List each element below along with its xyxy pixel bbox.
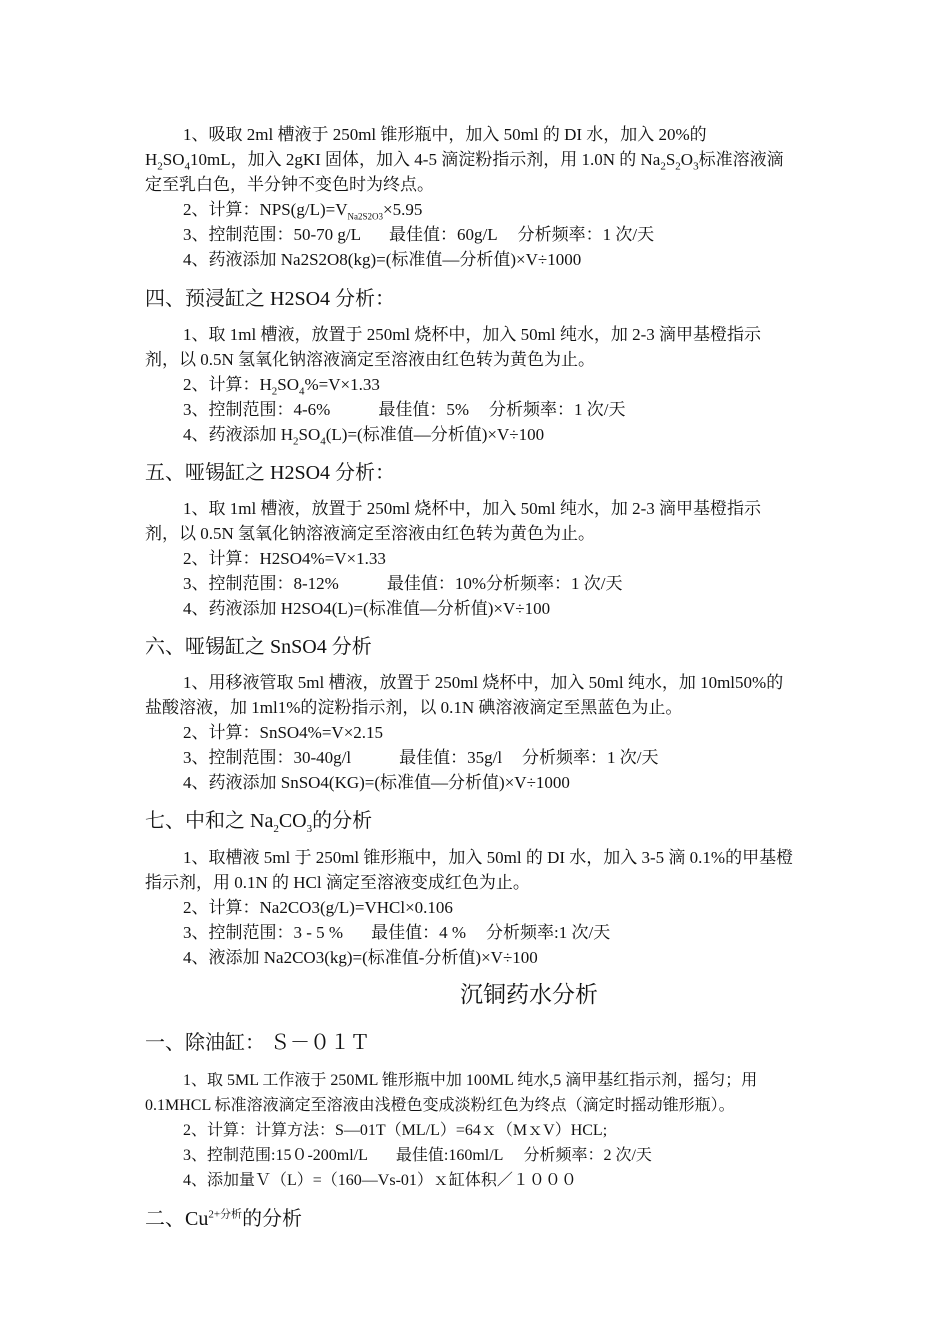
degreasing-tank-heading: 一、除油缸： Ｓ－０１Ｔ — [145, 1032, 370, 1054]
sec7-addition-formula: 4、液添加 Na2CO3(kg)=(标准值-分析值)×V÷100 — [183, 948, 538, 967]
main-title: 沉铜药水分析 — [460, 982, 598, 1007]
section-6-heading: 六、哑锡缸之 SnSO4 分析 — [145, 636, 372, 658]
sec7-control-range: 3、控制范围：3 - 5 % 最佳值：4 % 分析频率:1 次/天 — [183, 923, 611, 942]
sec6-control-range: 3、控制范围：30-40g/l 最佳值：35g/l 分析频率：1 次/天 — [183, 748, 659, 767]
sec5-procedure-line-1: 1、取 1ml 槽液，放置于 250ml 烧杯中，加入 50ml 纯水，加 2-3 滴甲基橙指示 — [183, 499, 761, 518]
nps-procedure-line-3: 定至乳白色，半分钟不变色时为终点。 — [145, 175, 434, 194]
sec5-procedure-line-2: 剂，以 0.5N 氢氧化钠溶液滴定至溶液由红色转为黄色为止。 — [145, 524, 596, 543]
sec6-calculation: 2、计算：SnSO4%=V×2.15 — [183, 723, 384, 742]
sec4-addition-formula: 4、药液添加 $H_2SO_4(L)=$(标准值—分析值)×V÷100 — [183, 425, 545, 448]
sec5-control-range: 3、控制范围：8-12% 最佳值：10%分析频率：1 次/天 — [183, 574, 623, 593]
nps-calculation: 2、计算：$NPS(g/L)=V_{Na2S2O3}\times 5.95$ — [183, 200, 423, 222]
degreasing-procedure-line-2: 0.1MHCL 标准溶液滴定至溶液由浅橙色变成淡粉红色为终点（滴定时摇动锥形瓶）。 — [145, 1097, 735, 1114]
sec4-procedure-line-1: 1、取 1ml 槽液，放置于 250ml 烧杯中，加入 50ml 纯水，加 2-3 滴甲基橙指示 — [183, 325, 761, 344]
nps-procedure-line-2: $H_2SO_410mL$，加入 2gKI 固体，加入 4-5 滴淀粉指示剂，用 1.0N 的 $Na_2S_2O_3$标准溶液滴 — [145, 150, 784, 173]
copper-ion-heading: 二、$Cu^{2+分析}$的分析 — [145, 1208, 303, 1230]
sec7-procedure-line-2: 指示剂，用 0.1N 的 HCl 滴定至溶液变成红色为止。 — [145, 873, 530, 892]
sec6-addition-formula: 4、药液添加 SnSO4(KG)=(标准值—分析值)×V÷1000 — [183, 773, 570, 792]
nps-addition-formula: 4、药液添加 Na2S2O8(kg)=(标准值—分析值)×V÷1000 — [183, 250, 582, 269]
sec7-procedure-line-1: 1、取槽液 5ml 于 250ml 锥形瓶中，加入 50ml 的 DI 水，加入 3-5 滴 0.1%的甲基橙 — [183, 848, 794, 867]
sec4-procedure-line-2: 剂，以 0.5N 氢氧化钠溶液滴定至溶液由红色转为黄色为止。 — [145, 350, 596, 369]
sec4-control-range: 3、控制范围：4-6% 最佳值：5% 分析频率：1 次/天 — [183, 400, 626, 419]
section-7-heading: 七、中和之 $Na_2CO_3$的分析 — [145, 810, 373, 835]
sec5-addition-formula: 4、药液添加 H2SO4(L)=(标准值—分析值)×V÷100 — [183, 599, 551, 618]
sec6-procedure-line-2: 盐酸溶液，加 1ml1%的淀粉指示剂，以 0.1N 碘溶液滴定至黑蓝色为止。 — [145, 698, 683, 717]
section-4-heading: 四、预浸缸之 H2SO4 分析： — [145, 288, 396, 310]
degreasing-control-range: 3、控制范围:15０-200ml/L 最佳值:160ml/L 分析频率：2 次/天 — [183, 1147, 652, 1164]
sec6-procedure-line-1: 1、用移液管取 5ml 槽液，放置于 250ml 烧杯中，加入 50ml 纯水，加 10ml50%的 — [183, 673, 784, 692]
sec7-calculation: 2、计算：Na2CO3(g/L)=VHCl×0.106 — [183, 898, 453, 917]
nps-procedure-line-1: 1、吸取 2ml 槽液于 250ml 锥形瓶中，加入 50ml 的 DI 水，加入 20%的 — [183, 125, 707, 144]
degreasing-addition-formula: 4、添加量Ｖ（L）=（160—Vs-01）ｘ缸体积／１０００ — [183, 1172, 577, 1189]
degreasing-procedure-line-1: 1、取 5ML 工作液于 250ML 锥形瓶中加 100ML 纯水,5 滴甲基红指示剂，摇匀；用 — [183, 1072, 758, 1089]
section-5-heading: 五、哑锡缸之 H2SO4 分析： — [145, 462, 396, 484]
sec4-calculation: 2、计算：$H_2SO_4\%=V\times 1.33$ — [183, 375, 380, 398]
sec5-calculation: 2、计算：H2SO4%=V×1.33 — [183, 549, 386, 568]
nps-control-range: 3、控制范围：50-70 g/L 最佳值：60g/L 分析频率：1 次/天 — [183, 225, 655, 244]
degreasing-calculation: 2、计算：计算方法：S—01T（ML/L）=64ｘ（MｘV）HCL; — [183, 1122, 608, 1139]
